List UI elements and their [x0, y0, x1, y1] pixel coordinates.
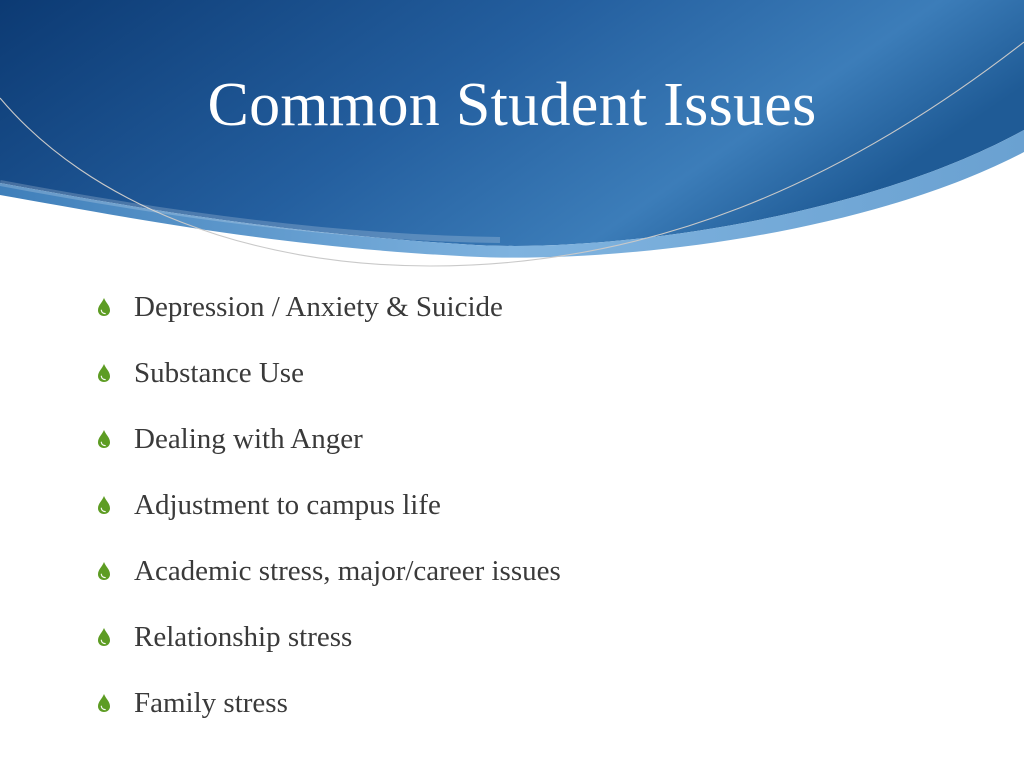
- list-item: [96, 274, 956, 340]
- green-drop-icon: [96, 561, 112, 581]
- issues-list: [96, 274, 956, 736]
- slide-title: Common Student Issues: [207, 71, 817, 139]
- list-item-label: Depression / Anxiety & Suicide: [134, 290, 503, 323]
- list-item: [96, 340, 956, 406]
- list-item-label: Family stress: [134, 686, 288, 719]
- green-drop-icon: [96, 429, 112, 449]
- list-item: [96, 670, 956, 736]
- green-drop-icon: [96, 495, 112, 515]
- list-item: [96, 604, 956, 670]
- list-item-label: Relationship stress: [134, 620, 353, 653]
- green-drop-icon: [96, 693, 112, 713]
- list-item: [96, 538, 956, 604]
- list-item-label: Dealing with Anger: [134, 422, 363, 455]
- list-item: [96, 406, 956, 472]
- green-drop-icon: [96, 627, 112, 647]
- green-drop-icon: [96, 297, 112, 317]
- list-item-label: Adjustment to campus life: [134, 488, 441, 521]
- list-item-label: Academic stress, major/career issues: [134, 554, 561, 587]
- list-item-label: Substance Use: [134, 356, 304, 389]
- green-drop-icon: [96, 363, 112, 383]
- header-wave-background: [0, 0, 1024, 290]
- list-item: [96, 472, 956, 538]
